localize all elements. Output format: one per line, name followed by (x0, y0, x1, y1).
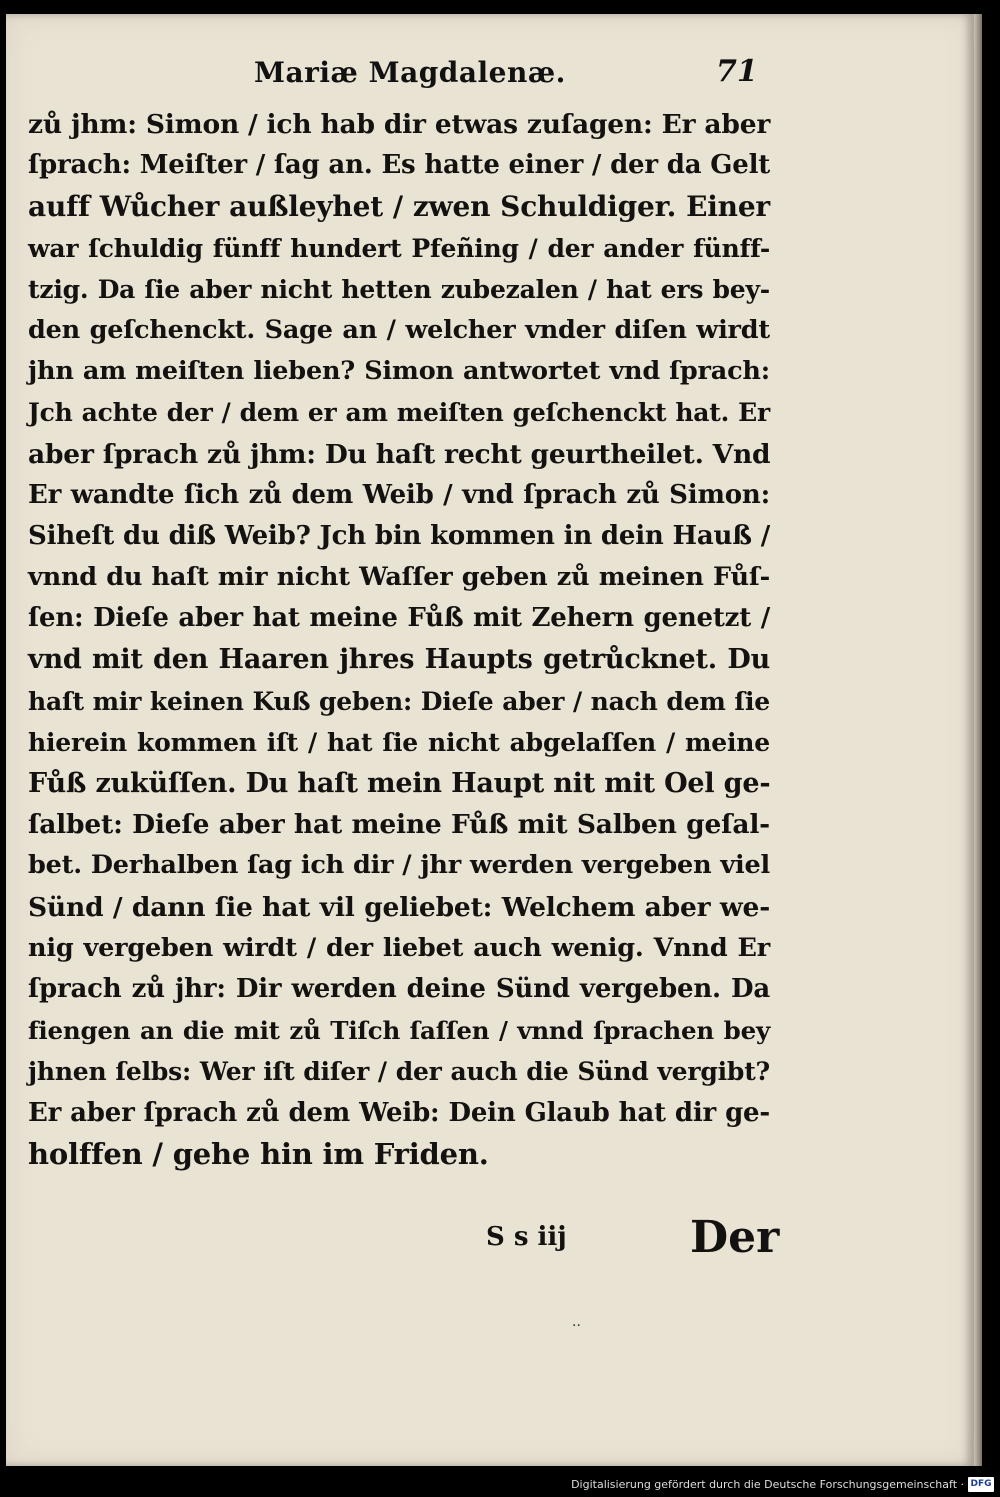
text-line: holffen / gehe hin im Friden. (28, 1136, 489, 1171)
text-line: ſalbet: Dieſe aber hat meine Fůß mit Salben geſal- (28, 809, 770, 841)
text-line: aber ſprach zů jhm: Du haſt recht geurtheilet. Vnd (28, 438, 771, 470)
page-number: 71 (716, 54, 758, 89)
dfg-logo-icon: DFG (968, 1477, 994, 1492)
running-head: Mariæ Magdalenæ. (254, 56, 566, 89)
text-line: bet. Derhalben ſag ich dir / jhr werden vergeben viel (28, 850, 770, 881)
text-line: jhn am meiſten lieben? Simon antwortet vnd ſprach: (28, 356, 770, 387)
page-edge-shadow (974, 14, 982, 1466)
footer-credit: Digitalisierung gefördert durch die Deutsche Forschungsgemeinschaft · (571, 1478, 964, 1491)
text-line: hierein kommen iſt / hat ſie nicht abgelaſſen / meine (28, 727, 770, 757)
signature-mark: S s iij (486, 1222, 567, 1252)
text-line: ſprach zů jhr: Dir werden deine Sünd vergeben. Da (28, 973, 770, 1004)
text-line: den geſchenckt. Sage an / welcher vnder diſen wirdt (28, 314, 770, 345)
text-line: vnd mit den Haaren jhres Haupts getrůcknet. Du (28, 644, 770, 676)
text-line: zů jhm: Simon / ich hab dir etwas zuſagen: Er aber (28, 109, 771, 140)
body-text (28, 104, 770, 1175)
text-line: jhnen ſelbs: Wer iſt diſer / der auch die Sünd vergibt? (28, 1057, 770, 1087)
text-line: haſt mir keinen Kuß geben: Dieſe aber / nach dem ſie (28, 686, 770, 716)
text-line: Er aber ſprach zů dem Weib: Dein Glaub hat dir ge- (28, 1097, 770, 1128)
text-line: auff Wůcher außleyhet / zwen Schuldiger. Einer (28, 190, 770, 224)
text-line: fiengen an die mit zů Tiſch ſaſſen / vnnd ſprachen bey (28, 1016, 770, 1046)
text-line: Jch achte der / dem er am meiſten geſchenckt hat. Er (28, 398, 770, 428)
text-line: ſprach: Meiſter / ſag an. Es hatte einer / der da Gelt (28, 150, 771, 181)
text-line: Sünd / dann ſie hat vil geliebet: Welchem aber we- (28, 891, 770, 923)
text-line: vnnd du haſt mir nicht Waſſer geben zů meinen Fůſ- (28, 562, 770, 593)
text-line: Er wandte ſich zů dem Weib / vnd ſprach zů Simon: (28, 479, 770, 510)
ink-speck: ·· (572, 1318, 581, 1334)
text-line: tzig. Da ſie aber nicht hetten zubezalen / hat ers bey- (28, 274, 770, 304)
text-line: Siheſt du diß Weib? Jch bin kommen in dein Hauß / (28, 520, 770, 551)
text-line: Fůß zuküſſen. Du haſt mein Haupt nit mit Oel ge- (28, 768, 771, 799)
catchword: Der (690, 1212, 780, 1263)
text-line: war ſchuldig fünff hundert Pfeñing / der ander fünff- (28, 233, 770, 263)
text-line: nig vergeben wirdt / der liebet auch wenig. Vnnd Er (28, 932, 770, 963)
text-line: ſen: Dieſe aber hat meine Fůß mit Zehern genetzt / (28, 603, 770, 634)
